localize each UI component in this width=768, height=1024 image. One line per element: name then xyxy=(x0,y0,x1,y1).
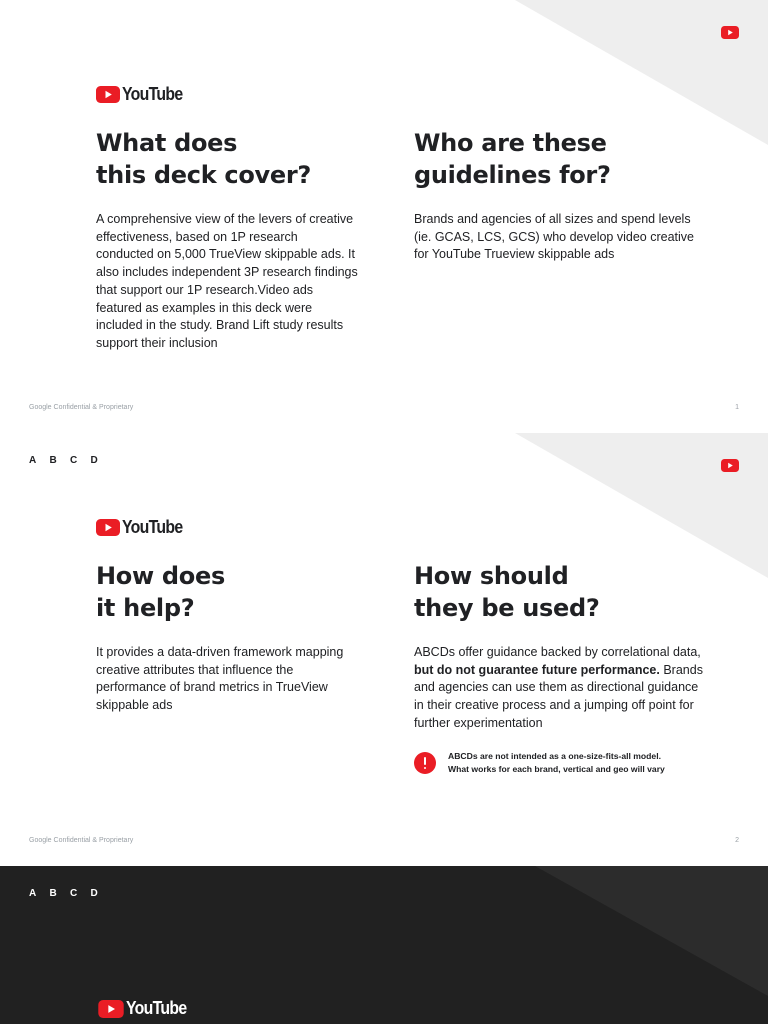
nav-letter: A xyxy=(29,888,37,899)
youtube-wordmark: YouTube xyxy=(126,998,187,1018)
body-emphasis: but do not guarantee future performance. xyxy=(414,662,660,677)
youtube-logo xyxy=(96,517,191,538)
notice-callout xyxy=(414,750,665,776)
youtube-play-icon xyxy=(721,26,739,39)
heading-line: Who are these xyxy=(414,129,607,157)
heading-how-used xyxy=(414,560,600,624)
heading-line: it help? xyxy=(96,594,195,622)
heading-line: this deck cover? xyxy=(96,161,312,189)
slide-3 xyxy=(0,866,768,1024)
notice-line: ABCDs are not intended as a one-size-fits-all model. xyxy=(448,751,661,761)
abcd-nav xyxy=(29,888,111,899)
page-number: 1 xyxy=(735,404,739,411)
youtube-play-icon xyxy=(96,519,120,536)
youtube-play-icon xyxy=(98,1000,124,1018)
youtube-logo xyxy=(98,998,195,1019)
notice-text xyxy=(448,750,665,776)
youtube-play-icon xyxy=(96,86,120,103)
nav-letter: A xyxy=(29,455,37,466)
nav-letter: B xyxy=(49,455,57,466)
nav-letter: D xyxy=(90,888,98,899)
slide-1 xyxy=(0,0,768,433)
exclamation-icon xyxy=(414,752,436,774)
youtube-logo xyxy=(96,84,191,105)
nav-letter: D xyxy=(90,455,98,466)
heading-line: How should xyxy=(414,562,569,590)
nav-letter: C xyxy=(70,455,78,466)
slide-2 xyxy=(0,433,768,866)
body-how-used xyxy=(414,644,704,733)
heading-line: What does xyxy=(96,129,238,157)
youtube-wordmark: YouTube xyxy=(122,84,183,104)
heading-deck-cover xyxy=(96,127,311,191)
youtube-wordmark: YouTube xyxy=(122,517,183,537)
confidential-footer: Google Confidential & Proprietary xyxy=(29,837,134,844)
body-guidelines-for: Brands and agencies of all sizes and spend levels (ie. GCAS, LCS, GCS) who develop video creative for YouTube Trueview skippable ads xyxy=(414,212,694,262)
body-how-help: It provides a data-driven framework mapping creative attributes that influence the performance of brand metrics in TrueView skippable ads xyxy=(96,645,344,713)
abcd-nav xyxy=(29,455,111,466)
youtube-play-icon xyxy=(721,459,739,472)
nav-letter: B xyxy=(49,888,57,899)
body-text: ABCDs offer guidance backed by correlational data, xyxy=(414,645,701,659)
body-deck-cover: A comprehensive view of the levers of creative effectiveness, based on 1P research conducted on 5,000 TrueView skippable ads. It also includes independent 3P research findings that support our 1P research.Video ads featured as examples in this deck were included in the study. Brand Lift study results support their inclusion xyxy=(96,212,358,350)
heading-line: guidelines for? xyxy=(414,161,611,189)
page-number: 2 xyxy=(735,837,739,844)
confidential-footer: Google Confidential & Proprietary xyxy=(29,404,134,411)
heading-how-help xyxy=(96,560,225,624)
heading-guidelines-for xyxy=(414,127,611,191)
heading-line: How does xyxy=(96,562,225,590)
notice-line: What works for each brand, vertical and geo will vary xyxy=(448,764,665,774)
nav-letter: C xyxy=(70,888,78,899)
body-text: Brands and agencies can use them as directional guidance in their creative process and a jumping off point for further experimentation xyxy=(414,662,703,730)
heading-line: they be used? xyxy=(414,594,600,622)
